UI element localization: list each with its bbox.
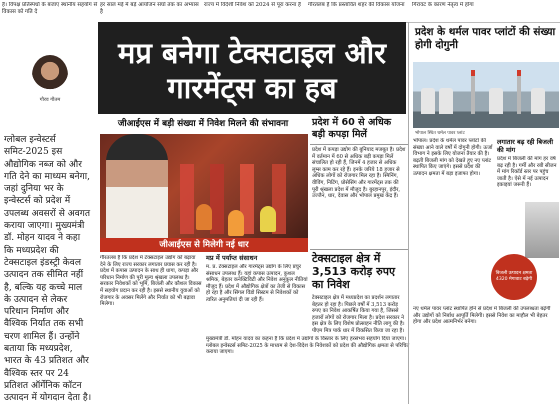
demand-body: प्रदेश में बिजली की मांग हर वर्ष बढ़ रही है। गर्मी और रबी सीजन में मांग रिकॉर्ड स्तर पर पहुंच जाती है। ऐसे में नई उत्पादन इकाइयां जरूरी हैं। (497, 156, 557, 189)
resources-heading: मप्र में पर्याप्त संसाधन (206, 254, 258, 262)
author-photo (32, 55, 68, 95)
headline-band (98, 22, 406, 114)
lead-text: ग्लोबल इन्वेस्टर्स समिट-2025 इस औद्योगिक नब्ज को और गति देने का माध्यम बनेगा, जहां दुनिया भर के इन्वेस्टर्स को प्रदेश में उपलब्ध अवसरों से अवगत कराया जाएगा। मुख्यमंत्री डॉ. मोहन यादव ने कहा कि मध्यप्रदेश की टेक्सटाइल इंडस्ट्री केवल उत्पादन तक सीमित नहीं है, बल्कि यह कच्चे माल के उत्पादन से लेकर परिधान निर्माण और वैश्विक निर्यात तक सभी चरण शामिल हैं। उन्होंने बताया कि मध्यप्रदेश, भारत के 43 प्रतिशत और वैश्विक स्तर पर 24 प्रतिशत ऑर्गेनिक कॉटन उत्पादन में योगदान देता है। (4, 135, 92, 404)
chief-minister-portrait (106, 134, 168, 252)
top-strip-text: गिरावट के कारण नेतृत्व में होगा (412, 2, 474, 8)
cooling-tower (439, 88, 453, 114)
cooling-tower (421, 88, 435, 114)
chimney-stack (471, 70, 475, 114)
demand-subheading: लगातार बढ़ रही बिजली की मांग (497, 138, 554, 154)
textile-photo (100, 134, 308, 252)
side-story-body: प्रदेश में कपड़ा उद्योग की बुनियाद मजबूत है। प्रदेश में वर्तमान में 60 से अधिक बड़ी कपड़ा मिलें संचालित हो रही हैं, जिनमें 4 हजार से अधिक लूम्स काम कर रहे हैं। इनके जरिये 18 हजार से अधिक लोगों को रोजगार मिल रहा है। स्पिनिंग, वीविंग, निटिंग, प्रोसेसिंग और गारमेंट्स तक की पूरी श्रृंखला प्रदेश में मौजूद है। बुरहानपुर, इंदौर, उज्जैन, धार, देवास और भोपाल प्रमुख केंद्र हैं। (312, 147, 406, 200)
center-column-1: गौरतलब है कि प्रदेश में टेक्सटाइल उद्योग को बढ़ावा देने के लिए राज्य सरकार लगातार प्रयास कर रही है। प्रदेश में कपास उत्पादन के साथ ही धागा, कपड़ा और परिधान निर्माण की पूरी मूल्य श्रृंखला उपलब्ध है। सरकार निवेशकों को भूमि, बिजली और कौशल विकास में सहयोग प्रदान कर रही है। इससे स्थानीय युवाओं को रोजगार के अवसर मिलेंगे और निर्यात को भी बढ़ावा मिलेगा। (100, 255, 202, 308)
chimney-stack (517, 70, 521, 114)
investment-body: टेक्सटाइल क्षेत्र में मध्यप्रदेश का प्रदर्शन लगातार बेहतर हो रहा है। पिछले वर्षों में 3,513 करोड़ रुपए का निवेश आकर्षित किया गया है, जिससे हजारों लोगों को रोजगार मिला है। प्रदेश सरकार ने इस क्षेत्र के लिए विशेष प्रोत्साहन नीति लागू की है। पीएम मित्र पार्क धार में विकसित किया जा रहा है। (312, 295, 405, 334)
worker-figure (196, 204, 212, 230)
plant-photo-caption: भोपाल स्थित थर्मल पावर प्लांट (415, 131, 465, 136)
top-strip-text: गौरतलब है कि प्रस्तावित शहर की विकास योजना (308, 2, 405, 8)
sub-headline: जीआईएस में बड़ी संख्या में निवेश मिलने की संभावना (98, 114, 308, 134)
headline-line-2: गारमेंट्स का हब (167, 71, 337, 105)
main-headline (98, 22, 406, 106)
power-plant-photo (413, 62, 559, 128)
side-story-heading: प्रदेश में 60 से अधिक बड़ी कपड़ा मिलें (310, 114, 408, 145)
power-plant-body-continued: नए थर्मल पावर प्लांट स्थापित होने से प्रदेश में बिजली की उपलब्धता बढ़ेगी और उद्योगों को निर्बाध आपूर्ति मिलेगी। इससे निवेश का माहौल भी बेहतर होगा और प्रदेश आत्मनिर्भर बनेगा। (413, 306, 551, 326)
power-plant-heading: प्रदेश के थर्मल पावर प्लांटों की संख्या होगी दोगुनी (415, 26, 556, 51)
photo-caption: जीआईएस से मिलेगी नई धार (100, 238, 308, 252)
power-plant-body: भोपाल। प्रदेश के थर्मल पावर प्लांटों की संख्या आने वाले वर्षों में दोगुनी होगी। ऊर्जा विभाग ने इसके लिए योजना तैयार की है। बढ़ती बिजली मांग को देखते हुए नए प्लांट स्थापित किए जाएंगे। इससे प्रदेश की उत्पादन क्षमता में बड़ा इजाफा होगा। (413, 138, 493, 177)
capacity-badge: बिजली उत्पादन क्षमता 4320 मेगावाट बढ़ेगी (491, 254, 537, 300)
cooling-tower (489, 88, 503, 114)
worker-figure (228, 210, 244, 236)
fabric-roll (210, 164, 224, 234)
worker-figure (260, 206, 276, 232)
top-strip-text: राज्य में विदेशी निवेश को 2024 से पूरा करना है (204, 2, 301, 8)
transmission-tower-photo (525, 202, 559, 258)
headline-line-1: मप्र बनेगा टेक्सटाइल और (117, 36, 387, 70)
fabric-roll (180, 164, 194, 234)
investment-heading: टेक्सटाइल क्षेत्र में 3,513 करोड़ रुपए का निवेश (310, 249, 408, 293)
author-name: गौरव गौतम (39, 97, 61, 103)
center-column-3: मुख्यमंत्री डॉ. मोहन यादव का कहना है कि प्रदेश में उद्योगों के विस्तार के लिए हरसंभव सहयोग दिया जाएगा। ग्लोबल इन्वेस्टर्स समिट-2025 के माध्यम से देश-विदेश के निवेशकों को प्रदेश की औद्योगिक क्षमता से परिचित कराया जाएगा। (206, 336, 410, 356)
top-strip (0, 0, 560, 23)
top-strip-text: हैं। विपक्ष प्रतिस्पर्धा के बजाए स्थानीय सहयोग से विकास को गति दे (2, 2, 98, 15)
top-strip-text: हर साल मई में बड़े आयोजन संघों तक का अभ्यास है (100, 2, 199, 15)
cooling-tower (531, 88, 545, 114)
center-column-2: म. प्र. टेक्सटाइल और गारमेंट्स उद्योग के लिए प्रचुर संसाधन उपलब्ध हैं। यहां कपास उत्पादन, कुशल श्रमिक, बेहतर कनेक्टिविटी और निवेश अनुकूल नीतियां मौजूद हैं। प्रदेश में औद्योगिक क्षेत्रों का तेजी से विकास हो रहा है और सिंगल विंडो सिस्टम से निवेशकों को त्वरित अनुमतियां दी जा रही हैं। (206, 264, 308, 303)
right-column (408, 22, 560, 404)
left-column (0, 22, 98, 404)
